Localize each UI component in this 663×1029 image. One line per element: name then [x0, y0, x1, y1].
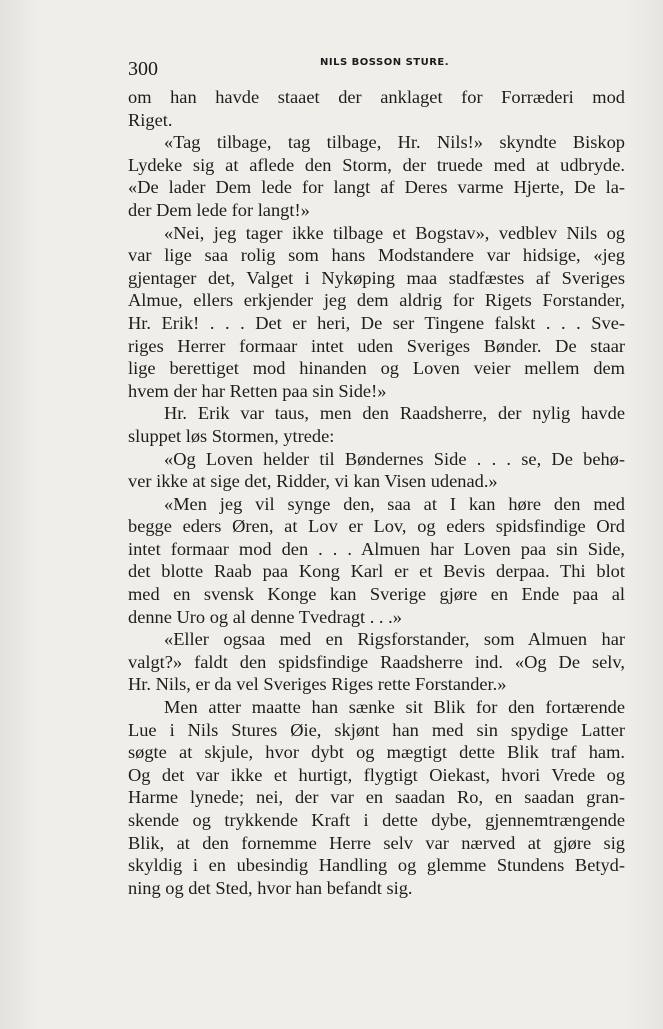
text-line: ver ikke at sige det, Ridder, vi kan Visen udenad.»	[128, 471, 498, 492]
text-line: valgt?» faldt den spidsfindige Raadsherre ind. «Og De selv,	[128, 651, 625, 672]
text-line: «Nei, jeg tager ikke tilbage et Bogstav», vedblev Nils og	[164, 222, 625, 243]
running-title: NILS BOSSON STURE.	[320, 57, 450, 68]
text-line: Hr. Nils, er da vel Sveriges Riges rette Forstander.»	[128, 674, 507, 695]
text-line: Riget.	[128, 109, 173, 130]
text-line: Lue i Nils Stures Øie, skjønt han med sin spydige Latter	[128, 719, 625, 740]
text-line: sluppet løs Stormen, ytrede:	[128, 425, 335, 446]
text-line: lige berettiget mod hinanden og Loven veier mellem dem	[128, 358, 625, 379]
text-line: riges Herrer formaar intet uden Sveriges Bønder. De staar	[128, 335, 625, 356]
text-line: «De lader Dem lede for langt af Deres varme Hjerte, De la-	[128, 177, 625, 198]
text-line: «Og Loven helder til Bøndernes Side . . . se, De behø-	[164, 448, 625, 469]
page-number: 300	[128, 58, 158, 80]
text-line: om han havde staaet der anklaget for Forræderi mod	[128, 87, 625, 107]
text-line: Hr. Erik! . . . Det er heri, De ser Tingene falskt . . . Sve-	[128, 312, 625, 333]
text-body	[128, 86, 625, 899]
text-line: hvem der har Retten paa sin Side!»	[128, 380, 387, 401]
text-line: Blik, at den fornemme Herre selv var nærved at gjøre sig	[128, 832, 625, 853]
text-line: Almue, ellers erkjender jeg dem aldrig for Rigets Forstander,	[128, 290, 625, 311]
text-line: søgte at skjule, hvor dybt og mægtigt dette Blik traf ham.	[128, 742, 625, 763]
text-line: skende og trykkende Kraft i dette dybe, gjennemtrængende	[128, 810, 625, 830]
text-line: var lige saa rolig som hans Modstandere var hidsige, «jeg	[128, 245, 625, 266]
text-line: intet formaar mod den . . . Almuen har Loven paa sin Side,	[128, 538, 625, 559]
text-line: begge eders Øren, at Lov er Lov, og eders spidsfindige Ord	[128, 516, 625, 537]
text-line: Men atter maatte han sænke sit Blik for den fortærende	[164, 697, 625, 718]
text-line: der Dem lede for langt!»	[128, 199, 310, 220]
text-line: Og det var ikke et hurtigt, flygtigt Oiekast, hvori Vrede og	[128, 764, 625, 785]
text-line: Lydeke sig at aflede den Storm, der truede med at udbryde.	[128, 154, 625, 175]
text-line: «Eller ogsaa med en Rigsforstander, som Almuen har	[164, 629, 625, 650]
text-line: det blotte Raab paa Kong Karl er et Bevis derpaa. Thi blot	[128, 561, 625, 582]
text-line: «Men jeg vil synge den, saa at I kan høre den med	[164, 493, 625, 514]
running-head	[128, 52, 630, 82]
text-line: skyldig i en ubesindig Handling og glemme Stundens Betyd-	[128, 855, 625, 876]
text-line: gjentager det, Valget i Nykøping maa stadfæstes af Sveriges	[128, 267, 625, 288]
text-line: Hr. Erik var taus, men den Raadsherre, der nylig havde	[164, 403, 625, 424]
text-line: Harme lynede; nei, der var en saadan Ro, en saadan gran-	[128, 787, 625, 808]
text-line: ning og det Sted, hvor han befandt sig.	[128, 877, 413, 898]
text-line: med en svensk Konge kan Sverige gjøre en Ende paa al	[128, 584, 625, 605]
text-line: «Tag tilbage, tag tilbage, Hr. Nils!» skyndte Biskop	[164, 132, 625, 153]
text-line: denne Uro og al denne Tvedragt . . .»	[128, 606, 402, 627]
